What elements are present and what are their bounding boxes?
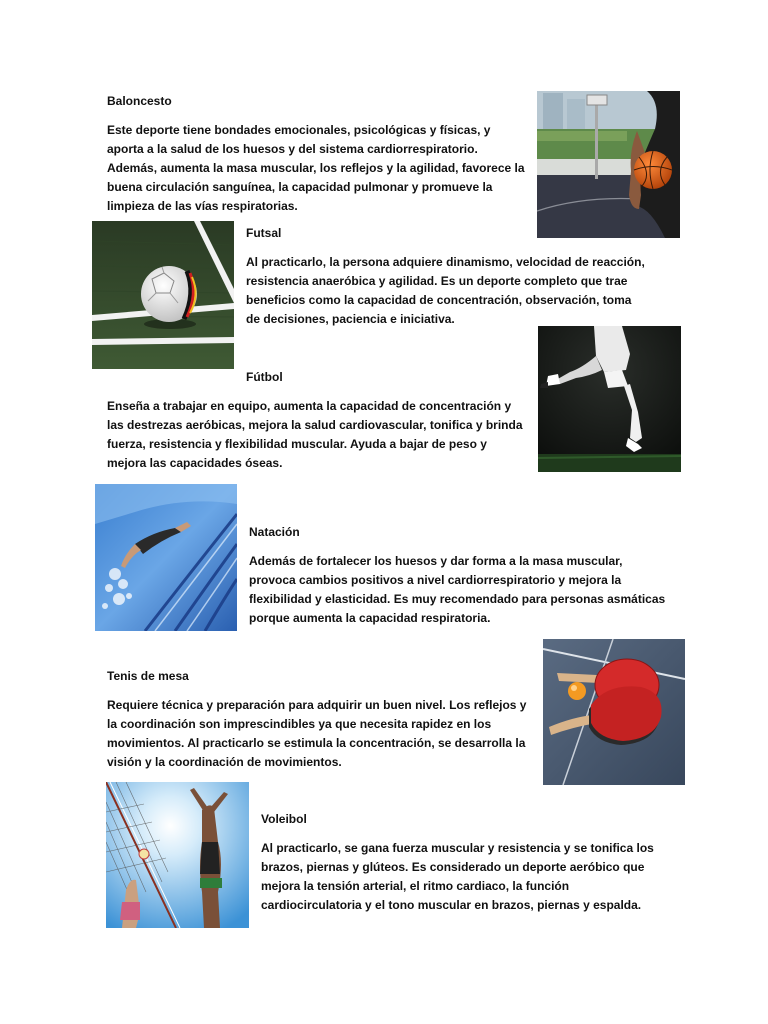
section-text-tenis-de-mesa: Requiere técnica y preparación para adquirir un buen nivel. Los reflejos y la coordinación son imprescindibles ya que necesita rapidez en los movimientos. Al practicarlo se estimula la concentración, se desarrolla la visión y la coordinación de movimientos. — [107, 698, 527, 769]
section-title-natacion: Natación — [249, 525, 300, 539]
football-player-photo — [538, 326, 681, 472]
futsal-ball-photo — [92, 221, 234, 369]
basketball-photo — [537, 91, 680, 238]
section-title-baloncesto: Baloncesto — [107, 94, 172, 108]
swimmer-photo — [95, 484, 237, 631]
volleyball-players-photo — [106, 782, 249, 928]
section-title-tenis-de-mesa: Tenis de mesa — [107, 669, 189, 683]
section-text-futsal: Al practicarlo, la persona adquiere dinamismo, velocidad de reacción, resistencia anaeróbica y agilidad. Es un deporte completo que trae beneficios como la capacidad de concentración, observación, toma de decisiones, paciencia e iniciativa. — [246, 255, 645, 326]
section-title-futsal: Futsal — [246, 226, 282, 240]
section-text-futbol: Enseña a trabajar en equipo, aumenta la capacidad de concentración y las destrezas aeróbicas, mejora la salud cardiovascular, tonifica y brinda fuerza, resistencia y flexibilidad muscular. Ayuda a bajar de peso y mejora las capacidades óseas. — [107, 399, 523, 470]
section-text-natacion: Además de fortalecer los huesos y dar forma a la masa muscular, provoca cambios positivos a nivel cardiorrespiratorio y mejora la flexibilidad y elasticidad. Es muy recomendado para personas asmáticas porque aumenta la capacidad respiratoria. — [249, 554, 666, 625]
section-text-voleibol: Al practicarlo, se gana fuerza muscular y resistencia y se tonifica los brazos, piernas y glúteos. Es considerado un deporte aeróbico que mejora la tensión arterial, el ritmo cardiaco, la función cardiocirculatoria y el tono muscular en brazos, piernas y espalda. — [261, 841, 654, 912]
section-title-voleibol: Voleibol — [261, 812, 307, 826]
ping-pong-paddles-photo — [543, 639, 685, 785]
section-title-futbol: Fútbol — [246, 370, 283, 384]
section-text-baloncesto: Este deporte tiene bondades emocionales, psicológicas y físicas, y aporta a la salud de los huesos y del sistema cardiorrespiratorio. Además, aumenta la masa muscular, los reflejos y la agilidad, favorece la buena circulación sanguínea, la capacidad pulmonar y promueve la limpieza de las vías respiratorias. — [107, 123, 525, 213]
